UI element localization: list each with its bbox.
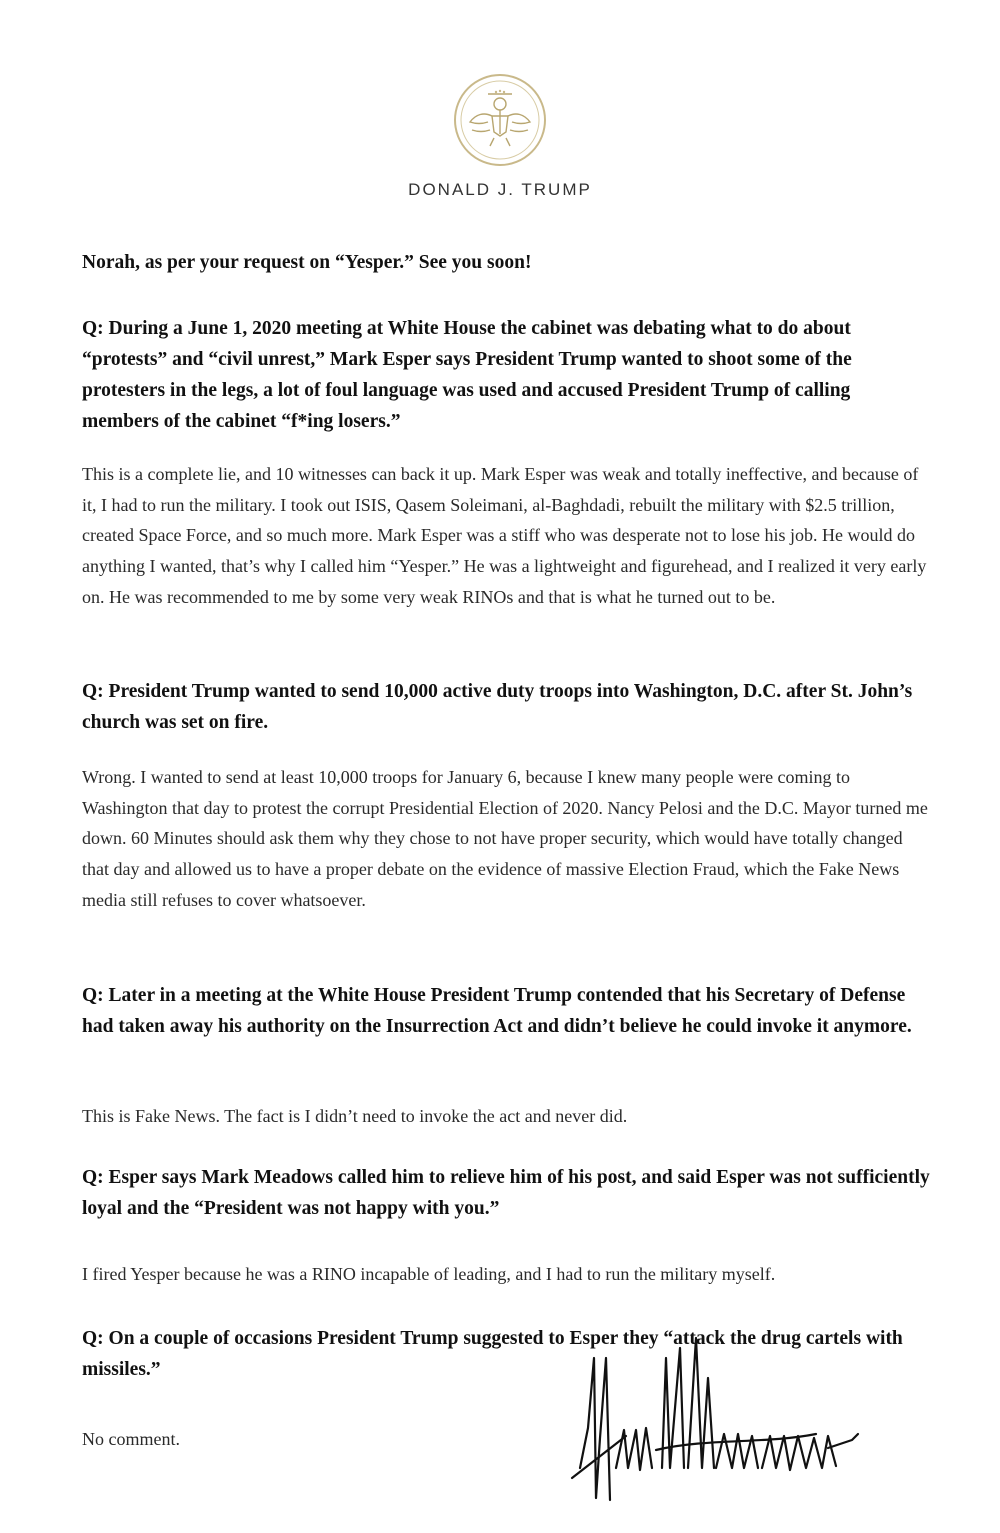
signature — [566, 1318, 866, 1518]
presidential-seal-icon — [452, 72, 548, 168]
answer-2: Wrong. I wanted to send at least 10,000 troops for January 6, because I knew many people were coming to Washington that day to protest the corrupt Presidential Election of 2020. Nancy Pelosi and the D.C. Mayor turned me down. 60 Minutes should ask them why they chose to not have proper security, which would have totally changed that day and allowed us to have a proper debate on the evidence of massive Election Fraud, which the Fake News media still refuses to cover whatsoever. — [82, 767, 928, 910]
answer-4: I fired Yesper because he was a RINO incapable of leading, and I had to run the military myself. — [82, 1264, 776, 1284]
question-2: Q: President Trump wanted to send 10,000 active duty troops into Washington, D.C. after St. John’s church was set on fire. — [82, 681, 913, 733]
letterhead-name: DONALD J. TRUMP — [408, 180, 592, 199]
question-3: Q: Later in a meeting at the White House President Trump contended that his Secretary of Defense had taken away his authority on the Insurrection Act and didn’t believe he could invoke it anymore. — [82, 985, 912, 1037]
question-4: Q: Esper says Mark Meadows called him to relieve him of his post, and said Esper was not sufficiently loyal and the “President was not happy with you.” — [82, 1167, 930, 1219]
greeting: Norah, as per your request on “Yesper.” See you soon! — [82, 252, 532, 273]
question-5: Q: On a couple of occasions President Trump suggested to Esper they “attack the drug cartels with missiles.” — [82, 1328, 903, 1380]
answer-1: This is a complete lie, and 10 witnesses can back it up. Mark Esper was weak and totally ineffective, and because of it, I had to run the military. I took out ISIS, Qasem Soleimani, al-Baghdadi, rebuilt the military with $2.5 trillion, created Space Force, and so much more. Mark Esper was a stiff who was desperate not to lose his job. He would do anything I wanted, that’s why I called him “Yesper.” He was a lightweight and figurehead, and I realized it very early on. He was recommended to me by some very weak RINOs and that is what he turned out to be. — [82, 464, 927, 607]
answer-3: This is Fake News. The fact is I didn’t need to invoke the act and never did. — [82, 1106, 628, 1126]
answer-5: No comment. — [82, 1429, 180, 1449]
question-1: Q: During a June 1, 2020 meeting at White House the cabinet was debating what to do about “protests” and “civil unrest,” Mark Esper says President Trump wanted to shoot some of the protesters in the legs, a lot of foul language was used and accused President Trump of calling members of the cabinet “f*ing losers.” — [82, 318, 852, 432]
